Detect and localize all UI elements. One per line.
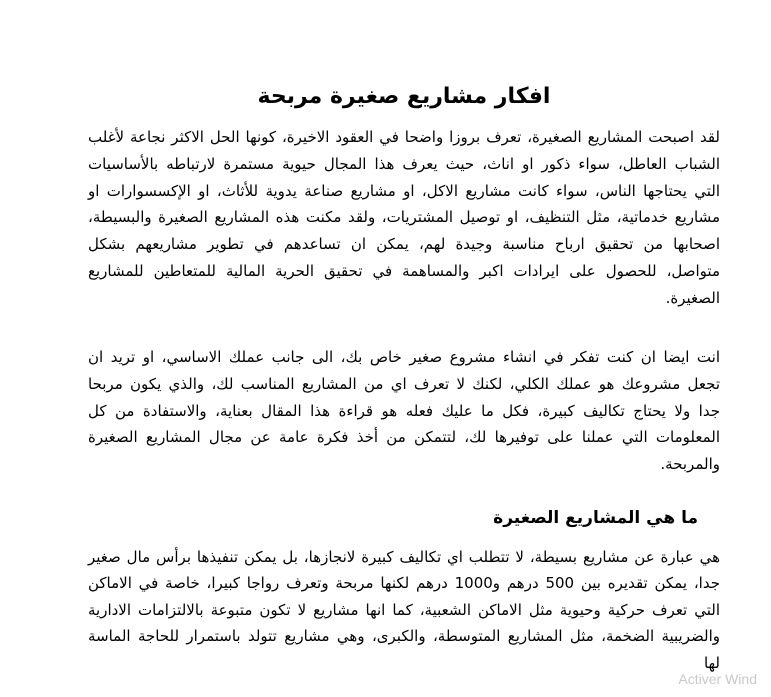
- document-title: افكار مشاريع صغيرة مربحة: [257, 84, 551, 109]
- section-heading: ما هي المشاريع الصغيرة: [493, 508, 698, 528]
- document-page: [88, 0, 720, 697]
- definition-paragraph: هي عبارة عن مشاريع بسيطة، لا تتطلب اي تكاليف كبيرة لانجازها، بل يمكن تنفيذها برأس مال صغير جدا، يمكن تقديره بين 500 درهم و1000 درهم لكنها مربحة وتعرف رواجا كبيرا، خاصة في الاماكن التي تعرف حركية وحيوية مثل الاماكن الشعبية، كما انها مشاريع لا تكون متبوعة بالالتزامات الادارية والضريبية الضخمة، مثل المشاريع المتوسطة، والكبرى، وهي مشاريع تتولد باستمرار للحاجة الماسة لها: [88, 548, 720, 672]
- activation-watermark: Activer Wind: [678, 671, 757, 687]
- second-paragraph: انت ايضا ان كنت تفكر في انشاء مشروع صغير خاص بك، الى جانب عملك الاساسي، او تريد ان تجعل مشروعك هو عملك الكلي، لكنك لا تعرف اي من المشاريع المناسب لك، والذي يكون مربحا جدا ولا يحتاج تكاليف كبيرة، فكل ما عليك فعله هو قراءة هذا المقال بعناية، والاستفادة من كل المعلومات التي عملنا على توفيرها لك، لتتمكن من أخذ فكرة عامة عن مجال المشاريع الصغيرة والمربحة.: [88, 348, 720, 474]
- intro-paragraph: لقد اصبحت المشاريع الصغيرة، تعرف بروزا واضحا في العقود الاخيرة، كونها الحل الاكثر نجاعة لأغلب الشباب العاطل، سواء ذكور او اناث، حيث يعرف هذا المجال حيوية مستمرة لارتباطه بالأساسيات التي يحتاجها الناس، سواء كانت مشاريع الاكل، او مشاريع صناعة يدوية للأثاث، او الإكسسوارات او مشاريع خدماتية، مثل التنظيف، او توصيل المشتريات، ولقد مكنت هذه المشاريع الصغيرة والبسيطة، اصحابها من تحقيق ارباح مناسبة وجيدة لهم، يمكن ان تساعدهم في تطوير مشاريعهم بشكل متواصل، للحصول على ايرادات اكبر والمساهمة في تحقيق الحرية المالية للمتعاطين للمشاريع الصغيرة.: [88, 128, 720, 307]
